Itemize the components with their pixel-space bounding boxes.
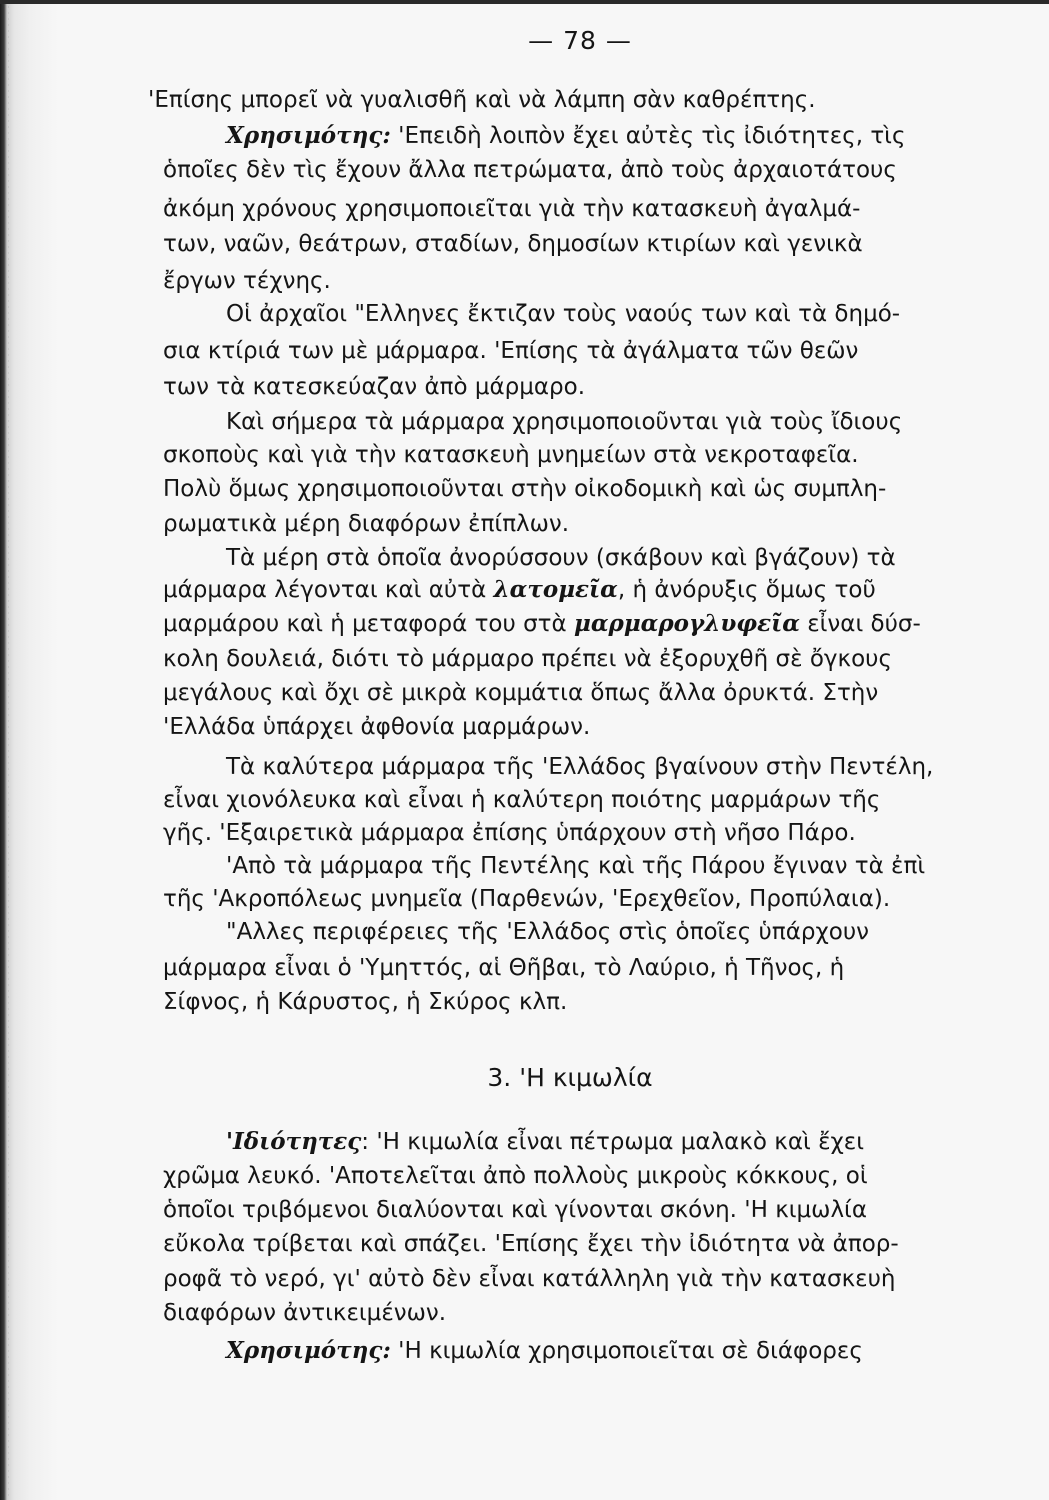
text-line: Χρησιμότης: 'Η κιμωλία χρησιμοποιεῖται σὲ διάφορες — [226, 1337, 863, 1364]
text-line: διαφόρων ἀντικειμένων. — [163, 1300, 447, 1326]
text-line: εἶναι χιονόλευκα καὶ εἶναι ἡ καλύτερη ποιότης μαρμάρων τῆς — [163, 787, 881, 813]
text-line: "Αλλες περιφέρειες τῆς 'Ελλάδος στὶς ὁποῖες ὑπάρχουν — [226, 919, 869, 945]
text-line: σκοποὺς καὶ γιὰ τὴν κατασκευὴ μνημείων στὰ νεκροταφεῖα. — [163, 442, 859, 468]
term-label: μαρμαρογλυφεῖα — [574, 610, 800, 637]
text-line: μεγάλους καὶ ὄχι σὲ μικρὰ κομμάτια ὅπως ἄλλα ὀρυκτά. Στὴν — [163, 680, 879, 706]
text-line: τῆς 'Ακροπόλεως μνημεῖα (Παρθενών, 'Ερεχθεῖον, Προπύλαια). — [163, 886, 891, 912]
term-label: λατομεῖα — [493, 576, 618, 603]
term-label: 'Ιδιότητες — [226, 1128, 362, 1155]
text-line: γῆς. 'Εξαιρετικὰ μάρμαρα ἐπίσης ὑπάρχουν στὴ νῆσο Πάρο. — [163, 820, 856, 846]
page-binding-edge — [0, 0, 58, 1500]
text-line: εὔκολα τρίβεται καὶ σπάζει. 'Επίσης ἔχει τὴν ἰδιότητα νὰ ἀπορ- — [163, 1231, 899, 1257]
text-line: 'Ελλάδα ὑπάρχει ἀφθονία μαρμάρων. — [163, 714, 591, 740]
text-line: ρωματικὰ μέρη διαφόρων ἐπίπλων. — [163, 511, 570, 537]
text-line: σια κτίριά των μὲ μάρμαρα. 'Επίσης τὰ ἀγάλματα τῶν θεῶν — [163, 338, 859, 364]
text-line: ὁποῖες δὲν τὶς ἔχουν ἄλλα πετρώματα, ἀπὸ τοὺς ἀρχαιοτάτους — [163, 157, 897, 183]
text-line: κολη δουλειά, διότι τὸ μάρμαρο πρέπει νὰ ἐξορυχθῆ σὲ ὄγκους — [163, 646, 892, 672]
text-line: ὁποῖοι τριβόμενοι διαλύονται καὶ γίνονται σκόνη. 'Η κιμωλία — [163, 1197, 867, 1223]
text-line: ἔργων τέχνης. — [163, 268, 331, 294]
page-top-edge — [0, 0, 1049, 4]
page-number: — 78 — — [528, 26, 632, 55]
term-label: Χρησιμότης: — [226, 122, 391, 149]
text-line: Τὰ καλύτερα μάρμαρα τῆς 'Ελλάδος βγαίνουν στὴν Πεντέλη, — [226, 754, 934, 780]
text-line: 'Επίσης μπορεῖ νὰ γυαλισθῆ καὶ νὰ λάμπη σὰν καθρέπτης. — [148, 87, 816, 113]
text-line: Χρησιμότης: 'Επειδὴ λοιπὸν ἔχει αὐτὲς τὶς ἰδιότητες, τὶς — [226, 122, 906, 149]
text-line: Σίφνος, ἡ Κάρυστος, ἡ Σκύρος κλπ. — [163, 989, 568, 1015]
section-heading: 3. 'Η κιμωλία — [487, 1063, 653, 1092]
text-line: χρῶμα λευκό. 'Αποτελεῖται ἀπὸ πολλοὺς μικροὺς κόκκους, οἱ — [163, 1163, 868, 1189]
text-line: μάρμαρα εἶναι ὁ 'Υμηττός, αἱ Θῆβαι, τὸ Λαύριο, ἡ Τῆνος, ἡ — [163, 955, 845, 981]
text-line: Τὰ μέρη στὰ ὁποῖα ἀνορύσσουν (σκάβουν καὶ βγάζουν) τὰ — [226, 545, 896, 571]
text-line: 'Ιδιότητες: 'Η κιμωλία εἶναι πέτρωμα μαλακὸ καὶ ἔχει — [226, 1128, 865, 1155]
text-line: μαρμάρου καὶ ἡ μεταφορά του στὰ μαρμαρογλυφεῖα εἶναι δύσ- — [163, 610, 921, 637]
text-line: των τὰ κατεσκεύαζαν ἀπὸ μάρμαρο. — [163, 374, 586, 400]
text-line: Πολὺ ὅμως χρησιμοποιοῦνται στὴν οἰκοδομικὴ καὶ ὡς συμπλη- — [163, 476, 887, 502]
term-label: Χρησιμότης: — [226, 1337, 391, 1364]
text-line: ροφᾶ τὸ νερό, γι' αὐτὸ δὲν εἶναι κατάλληλη γιὰ τὴν κατασκευὴ — [163, 1266, 896, 1292]
text-line: μάρμαρα λέγονται καὶ αὐτὰ λατομεῖα, ἡ ἀνόρυξις ὅμως τοῦ — [163, 576, 876, 603]
text-line: των, ναῶν, θεάτρων, σταδίων, δημοσίων κτιρίων καὶ γενικὰ — [163, 231, 863, 257]
text-line: Καὶ σήμερα τὰ μάρμαρα χρησιμοποιοῦνται γιὰ τοὺς ἴδιους — [226, 409, 903, 435]
text-line: 'Απὸ τὰ μάρμαρα τῆς Πεντέλης καὶ τῆς Πάρου ἔγιναν τὰ ἐπὶ — [226, 853, 926, 879]
text-line: ἀκόμη χρόνους χρησιμοποιεῖται γιὰ τὴν κατασκευὴ ἀγαλμά- — [163, 196, 861, 222]
text-line: Οἱ ἀρχαῖοι "Ελληνες ἔκτιζαν τοὺς ναούς των καὶ τὰ δημό- — [226, 301, 901, 327]
